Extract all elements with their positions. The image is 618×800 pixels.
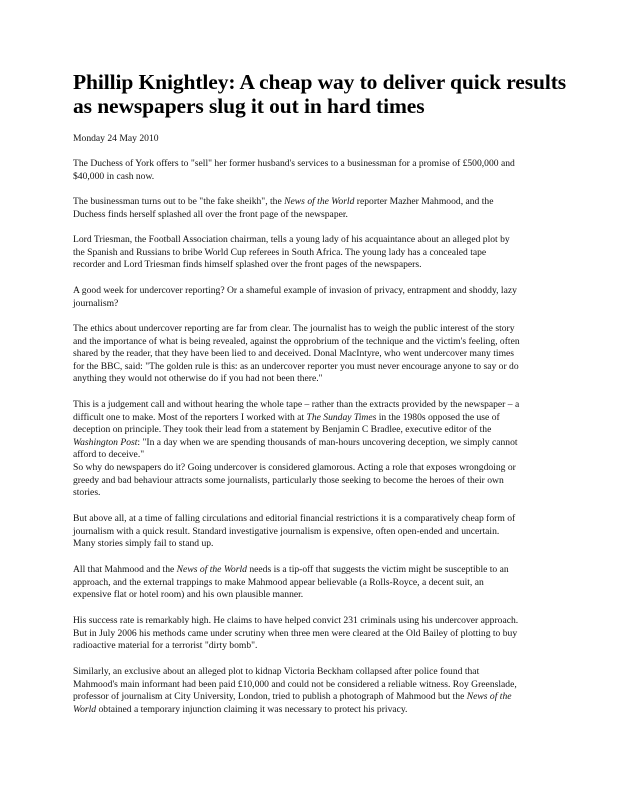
paragraph-line: deception on principle. They took their lead from a statement by Benjamin C Bradlee, executive editor of the bbox=[73, 424, 492, 436]
article-paragraph bbox=[73, 285, 517, 310]
paragraph-line: But above all, at a time of falling circulations and editorial financial restrictions it is a comparatively cheap form of bbox=[73, 513, 516, 524]
publication-name: News of the World bbox=[176, 564, 247, 575]
paragraph-line bbox=[73, 691, 517, 704]
paragraph-line: Mahmood's main informant had been paid £10,000 and could not be considered a reliable witness. Roy Greenslade, bbox=[73, 678, 517, 690]
line-text: obtained a temporary injunction claiming it was necessary to protect his privacy. bbox=[96, 703, 408, 715]
line-text: All that Mahmood and the bbox=[73, 564, 177, 575]
paragraph-line bbox=[73, 704, 517, 717]
line-text: professor of journalism at City University, London, tried to publish a photograph of Mahmood but the bbox=[73, 691, 467, 703]
paragraph-line: $40,000 in cash now. bbox=[73, 170, 155, 182]
paragraph-line: Lord Triesman, the Football Association chairman, tells a young lady of his acquaintance about an alleged plot by bbox=[73, 234, 510, 245]
paragraph-line: the Spanish and Russians to bribe World Cup referees in South Africa. The young lady has a concealed tape bbox=[73, 246, 487, 258]
publication-name: World bbox=[73, 703, 97, 715]
publication-name: News of the World bbox=[284, 196, 355, 207]
article-title-line-1: Phillip Knightley: A cheap way to deliver quick results bbox=[73, 70, 567, 94]
paragraph-line: recorder and Lord Triesman finds himself splashed over the front pages of the newspapers. bbox=[73, 259, 422, 271]
paragraph-line: journalism with a quick result. Standard investigative journalism is expensive, often open-ended and uncertain. bbox=[73, 525, 500, 537]
paragraph-line: But in July 2006 his methods came under scrutiny when three men were cleared at the Old Bailey of plotting to buy bbox=[73, 627, 518, 639]
paragraph-line bbox=[73, 564, 509, 577]
article-paragraph bbox=[73, 615, 518, 653]
line-text: needs is a tip-off that suggests the victim might be susceptible to an bbox=[246, 564, 509, 575]
publication-name: Washington Post bbox=[73, 436, 138, 448]
paragraph-line: Many stories simply fail to stand up. bbox=[73, 538, 214, 550]
paragraph-line: for the BBC, said: "The golden rule is this: as an undercover reporter you must never encourage anyone to say or do bbox=[73, 360, 519, 372]
line-text: : "In a day when we are spending thousands of man-hours uncovering deception, we simply cannot bbox=[137, 436, 518, 448]
publication-name: The Sunday Times bbox=[306, 411, 377, 423]
line-text: difficult one to make. Most of the reporters I worked with at bbox=[73, 411, 307, 423]
article-paragraph bbox=[73, 462, 516, 500]
paragraph-line: stories. bbox=[73, 487, 101, 499]
paragraph-line: and the importance of what is being revealed, against the opprobrium of the technique and the victim's feeling, often bbox=[73, 335, 520, 347]
paragraph-line: greedy and bad behaviour attracts some journalists, particularly those seeking to become the heroes of their own bbox=[73, 474, 504, 486]
article-title bbox=[73, 70, 573, 118]
paragraph-line: Similarly, an exclusive about an alleged plot to kidnap Victoria Beckham collapsed after police found that bbox=[73, 666, 480, 677]
line-text: reporter Mazher Mahmood, and the bbox=[354, 196, 494, 207]
paragraph-line: His success rate is remarkably high. He claims to have helped convict 231 criminals using his undercover approach. bbox=[73, 615, 519, 626]
publication-name: News of the bbox=[466, 691, 512, 703]
paragraph-line: A good week for undercover reporting? Or a shameful example of invasion of privacy, entrapment and shoddy, lazy bbox=[73, 285, 517, 296]
article-paragraph bbox=[73, 666, 517, 716]
paragraph-line bbox=[73, 412, 519, 425]
article-paragraph bbox=[73, 158, 515, 183]
paragraph-line bbox=[73, 437, 519, 450]
paragraph-line: So why do newspapers do it? Going undercover is considered glamorous. Acting a role that exposes wrongdoing or bbox=[73, 462, 516, 473]
paragraph-line: Duchess finds herself splashed all over the front page of the newspaper. bbox=[73, 208, 348, 220]
line-text: in the 1980s opposed the use of bbox=[376, 411, 500, 423]
paragraph-line: radioactive material for a terrorist "dirty bomb". bbox=[73, 640, 258, 652]
paragraph-line: anything they would not otherwise do if you had not been there." bbox=[73, 373, 323, 385]
article-title-line-2: as newspapers slug it out in hard times bbox=[73, 94, 425, 118]
paragraph-line: afford to deceive." bbox=[73, 449, 145, 461]
article-paragraph bbox=[73, 564, 509, 602]
article-paragraph bbox=[73, 234, 510, 272]
paragraph-line bbox=[73, 196, 493, 209]
line-text: The businessman turns out to be "the fake sheikh", the bbox=[73, 196, 285, 207]
article-date: Monday 24 May 2010 bbox=[73, 133, 159, 144]
paragraph-line: expensive flat or hotel room) and his own plausible manner. bbox=[73, 589, 304, 601]
article-paragraph bbox=[73, 399, 519, 462]
paragraph-line: shared by the reader, that they have been lied to and deceived. Donal MacIntyre, who went undercover many times bbox=[73, 348, 515, 360]
article-paragraph bbox=[73, 196, 493, 221]
paragraph-line: approach, and the external trappings to make Mahmood appear believable (a Rolls-Royce, a decent suit, an bbox=[73, 576, 484, 588]
article-paragraph bbox=[73, 323, 520, 386]
paragraph-line: This is a judgement call and without hearing the whole tape – rather than the extracts provided by the newspaper – a bbox=[73, 399, 520, 410]
article-paragraph bbox=[73, 513, 515, 551]
paragraph-line: The Duchess of York offers to "sell" her former husband's services to a businessman for a promise of £500,000 and bbox=[73, 158, 515, 169]
paragraph-line: The ethics about undercover reporting are far from clear. The journalist has to weigh the public interest of the story bbox=[73, 323, 515, 334]
paragraph-line: journalism? bbox=[73, 297, 119, 309]
